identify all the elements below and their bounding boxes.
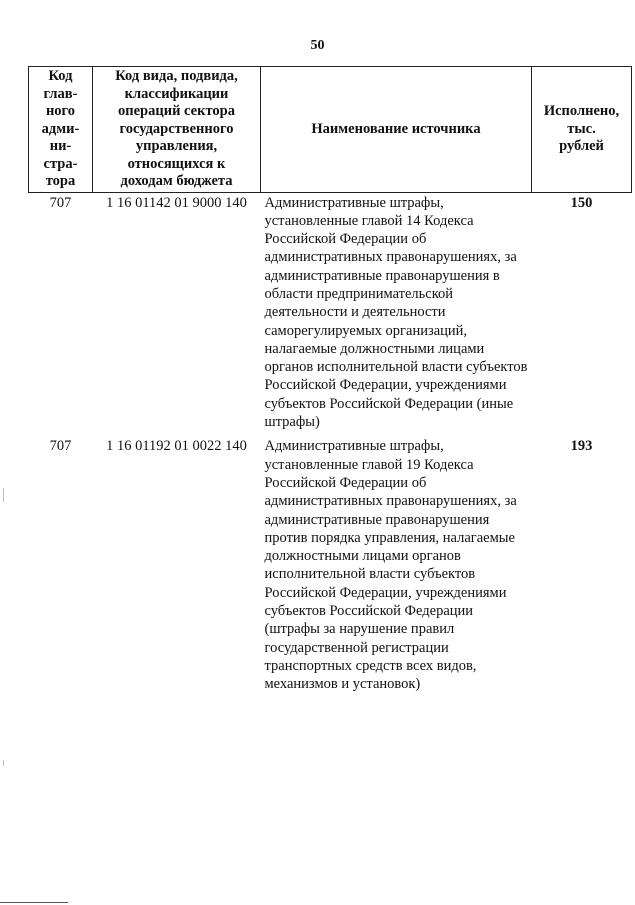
footer-rule: [0, 902, 68, 903]
header-admin-code-label: Код глав- ного адми- ни- стра- тора: [41, 68, 80, 189]
header-source-name-label: Наименование источника: [311, 120, 481, 137]
cell-source-name: Административные штрафы, установленные главой 14 Кодекса Российской Федерации об административных правонарушениях, за административные правонарушения в области предпринимательской деятельности и деятельности саморегулируемых организаций, налагаемые должностными лицами органов исполнительной власти субъектов Российской Федерации, учреждениями субъектов Российской Федерации (иные штрафы): [264, 194, 528, 431]
cell-class-code: 1 16 01142 01 9000 140: [106, 194, 247, 211]
page-number: 50: [310, 38, 325, 53]
cell-source-name: Административные штрафы, установленные главой 19 Кодекса Российской Федерации об административных правонарушениях, за административные правонарушения против порядка управления, налагаемые должностными лицами органов исполнительной власти субъектов Российской Федерации, учреждениями субъектов Российской Федерации (штрафы за нарушение правил государственной регистрации транспортных средств всех видов, механизмов и установок): [264, 438, 517, 693]
cell-class-code: 1 16 01192 01 0022 140: [106, 438, 247, 455]
table-header: [29, 67, 632, 193]
revenue-table: [28, 66, 632, 694]
cell-admin-code: 707: [49, 194, 72, 211]
header-executed: [532, 67, 632, 193]
cell-amount: 150: [570, 194, 593, 211]
table-row: [29, 192, 632, 431]
scan-margin-mark: [3, 760, 4, 766]
header-row: [29, 67, 632, 193]
header-class-code-label: Код вида, подвида, классификации операций сектора государственного управления, относящихся к доходам бюджета: [115, 68, 238, 189]
header-source-name: [261, 67, 532, 193]
header-executed-label: Исполнено, тыс. рублей: [543, 103, 620, 154]
table-row: [29, 431, 632, 693]
cell-admin-code: 707: [49, 438, 72, 455]
scan-margin-mark: [3, 488, 4, 502]
header-class-code: [93, 67, 261, 193]
table-body: [29, 192, 632, 694]
header-admin-code: [29, 67, 93, 193]
cell-amount: 193: [570, 438, 593, 455]
